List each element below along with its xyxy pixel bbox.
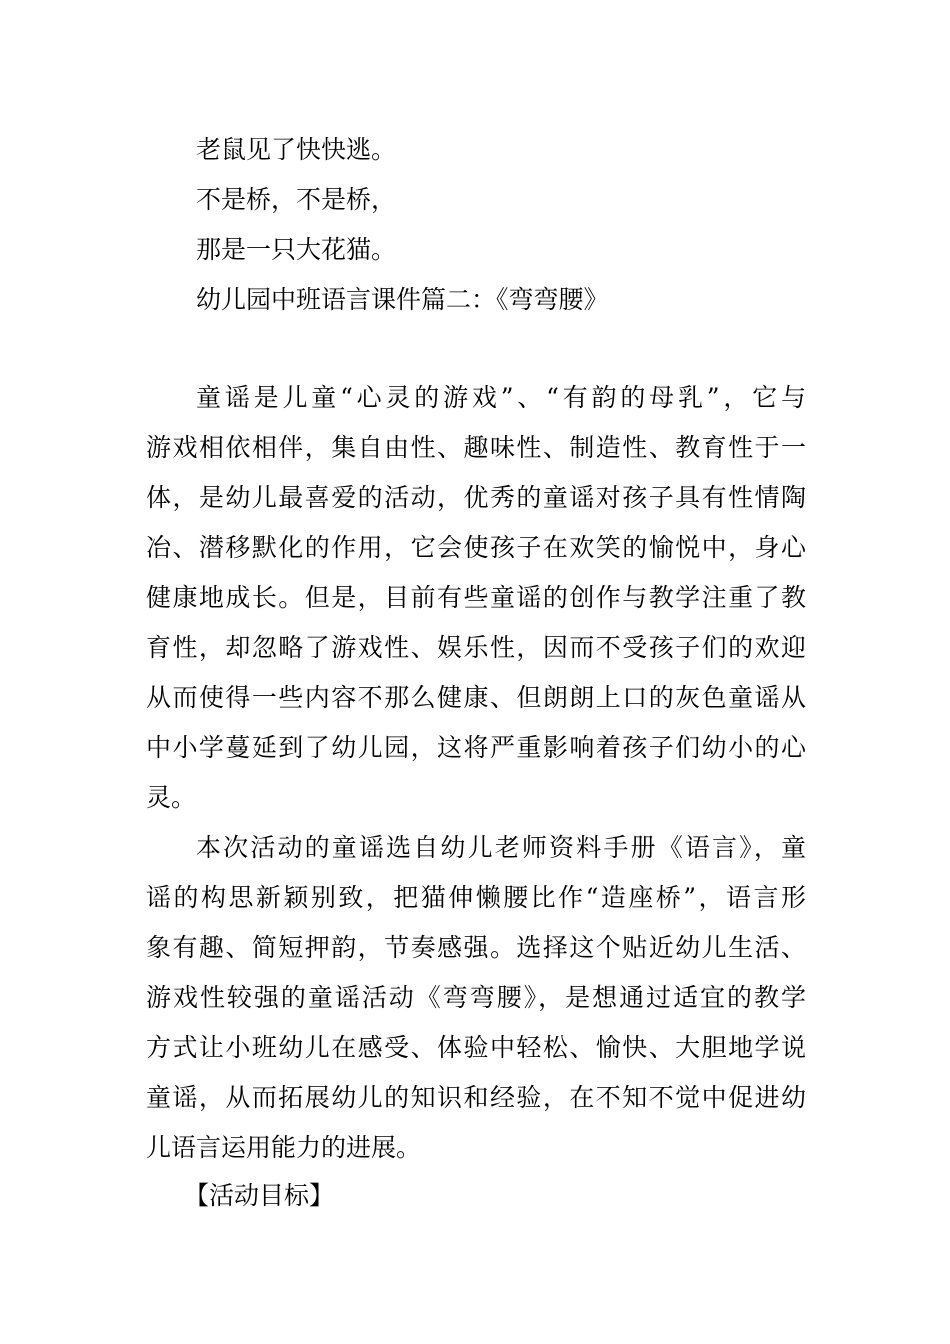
para1-line-4: 冶、潜移默化的作用，它会使孩子在欢笑的愉悦中，身心 (146, 533, 806, 562)
para1-line-3: 体，是幼儿最喜爱的活动，优秀的童谣对孩子具有性情陶 (146, 483, 806, 512)
heading-activity-goals: 【活动目标】 (184, 1181, 335, 1210)
para2-line-6: 童谣，从而拓展幼儿的知识和经验，在不知不觉中促进幼 (146, 1083, 806, 1112)
section-title: 幼儿园中班语言课件篇二：《弯弯腰》 (196, 285, 609, 314)
para2-line-3: 象有趣、简短押韵，节奏感强。选择这个贴近幼儿生活、 (146, 933, 806, 962)
para1-line-2: 游戏相依相伴，集自由性、趣味性、制造性、教育性于一 (146, 433, 806, 462)
para2-line-1: 本次活动的童谣选自幼儿老师资料手册《语言》，童 (196, 833, 806, 862)
para1-line-9: 灵。 (146, 783, 197, 812)
para1-line-7: 从而使得一些内容不那么健康、但朗朗上口的灰色童谣从 (146, 683, 806, 712)
para1-line-6: 育性，却忽略了游戏性、娱乐性，因而不受孩子们的欢迎 (146, 633, 806, 662)
para2-line-2: 谣的构思新颖别致，把猫伸懒腰比作“造座桥”，语言形 (146, 883, 806, 912)
poem-line-3: 那是一只大花猫。 (196, 235, 397, 264)
para1-line-8: 中小学蔓延到了幼儿园，这将严重影响着孩子们幼小的心 (146, 733, 806, 762)
poem-line-2: 不是桥，不是桥， (196, 185, 397, 214)
poem-line-1: 老鼠见了快快逃。 (196, 135, 397, 164)
para2-line-7: 儿语言运用能力的进展。 (146, 1133, 422, 1162)
para2-line-5: 方式让小班幼儿在感受、体验中轻松、愉快、大胆地学说 (146, 1033, 806, 1062)
para1-line-1: 童谣是儿童“心灵的游戏”、“有韵的母乳”，它与 (196, 383, 806, 412)
para2-line-4: 游戏性较强的童谣活动《弯弯腰》，是想通过适宜的教学 (146, 983, 806, 1012)
para1-line-5: 健康地成长。但是，目前有些童谣的创作与教学注重了教 (146, 583, 806, 612)
